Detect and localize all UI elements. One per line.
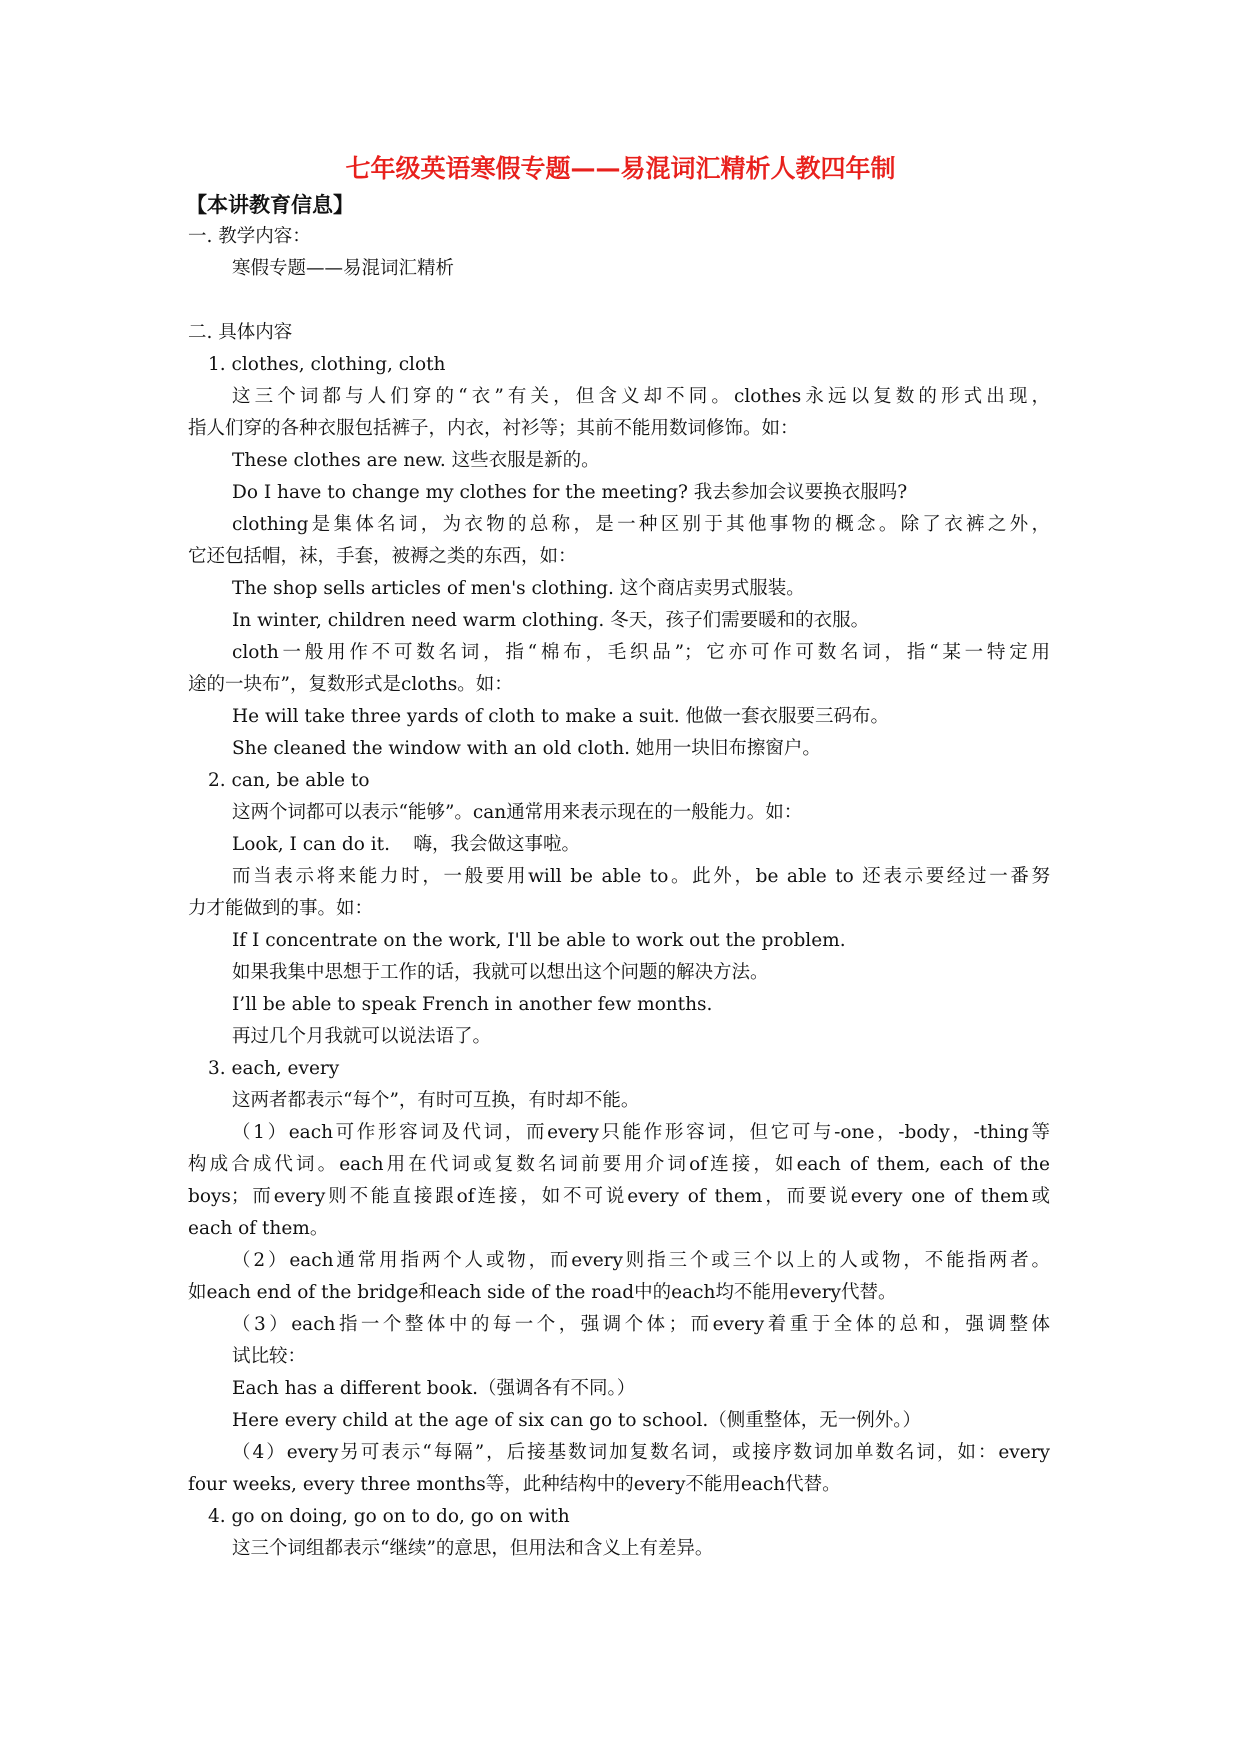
example-line: Each has a different book.（强调各有不同。） (232, 1378, 636, 1399)
item-heading: 3. each, every (208, 1058, 340, 1079)
item-heading: 1. clothes, clothing, cloth (208, 354, 446, 375)
item-heading: 4. go on doing, go on to do, go on with (208, 1506, 570, 1527)
text-line: 而当表示将来能力时，一般要用will be able to。此外，be able to 还表示要经过一番努 (232, 866, 1050, 887)
text-line: 试比较： (232, 1346, 307, 1367)
text-line: （4）every另可表示“每隔”，后接基数词加复数名词，或接序数词加单数名词，如：every (232, 1442, 1050, 1463)
section-heading: 二. 具体内容 (188, 322, 293, 343)
text-line: clothing是集体名词，为衣物的总称，是一种区别于其他事物的概念。除了衣裤之外， (232, 514, 1050, 535)
text-line: cloth一般用作不可数名词，指“棉布，毛织品”；它亦可作可数名词，指“某一特定用 (232, 642, 1050, 663)
info-heading: 【本讲教育信息】 (186, 193, 354, 217)
text-line: boys；而every则不能直接跟of连接，如不可说every of them，而要说every one of them或 (188, 1186, 1050, 1207)
example-line: Do I have to change my clothes for the meeting? 我去参加会议要换衣服吗? (232, 482, 908, 503)
text-line: （3）each指一个整体中的每一个，强调个体；而every着重于全体的总和，强调整体 (232, 1314, 1050, 1335)
example-line: The shop sells articles of men's clothing. 这个商店卖男式服装。 (232, 578, 805, 599)
text-line: 途的一块布”，复数形式是cloths。如： (188, 674, 513, 695)
text-line: 这两个词都可以表示“能够”。can通常用来表示现在的一般能力。如： (232, 802, 803, 823)
text-line: 这三个词都与人们穿的“衣”有关，但含义却不同。clothes永远以复数的形式出现， (232, 386, 1050, 407)
text-line: （2）each通常用指两个人或物，而every则指三个或三个以上的人或物，不能指两者。 (232, 1250, 1050, 1271)
text-line: （1）each可作形容词及代词，而every只能作形容词，但它可与-one，-body，-thing等 (232, 1122, 1050, 1143)
text-line: 它还包括帽，袜，手套，被褥之类的东西，如： (188, 546, 577, 567)
text-line: 寒假专题——易混词汇精析 (232, 258, 455, 279)
example-line: She cleaned the window with an old cloth. 她用一块旧布擦窗户。 (232, 738, 821, 759)
example-line: These clothes are new. 这些衣服是新的。 (232, 450, 600, 471)
document-title: 七年级英语寒假专题——易混词汇精析人教四年制 (345, 154, 896, 183)
section-heading: 一. 教学内容： (188, 226, 311, 247)
example-line: In winter, children need warm clothing. 冬天，孩子们需要暖和的衣服。 (232, 610, 870, 631)
text-line: four weeks, every three months等，此种结构中的every不能用each代替。 (188, 1474, 841, 1495)
example-line: 再过几个月我就可以说法语了。 (232, 1026, 492, 1047)
text-line: 力才能做到的事。如： (188, 898, 374, 919)
text-line: 指人们穿的各种衣服包括裤子，内衣，衬衫等；其前不能用数词修饰。如： (188, 418, 799, 439)
example-line: 如果我集中思想于工作的话，我就可以想出这个问题的解决方法。 (232, 962, 769, 983)
item-heading: 2. can, be able to (208, 770, 370, 791)
example-line: If I concentrate on the work, I'll be able to work out the problem. (232, 930, 846, 951)
text-line: each of them。 (188, 1218, 329, 1239)
text-line: 构成合成代词。each用在代词或复数名词前要用介词of连接，如each of them, each of the (188, 1154, 1050, 1175)
example-line: Look, I can do it. 嗨，我会做这事啦。 (232, 834, 581, 855)
text-line: 这两者都表示“每个”，有时可互换，有时却不能。 (232, 1090, 640, 1111)
example-line: I’ll be able to speak French in another few months. (232, 994, 713, 1015)
example-line: Here every child at the age of six can go to school.（侧重整体，无一例外。） (232, 1410, 922, 1431)
example-line: He will take three yards of cloth to make a suit. 他做一套衣服要三码布。 (232, 706, 889, 727)
text-line: 这三个词组都表示“继续”的意思，但用法和含义上有差异。 (232, 1538, 714, 1559)
text-line: 如each end of the bridge和each side of the road中的each均不能用every代替。 (188, 1282, 897, 1303)
